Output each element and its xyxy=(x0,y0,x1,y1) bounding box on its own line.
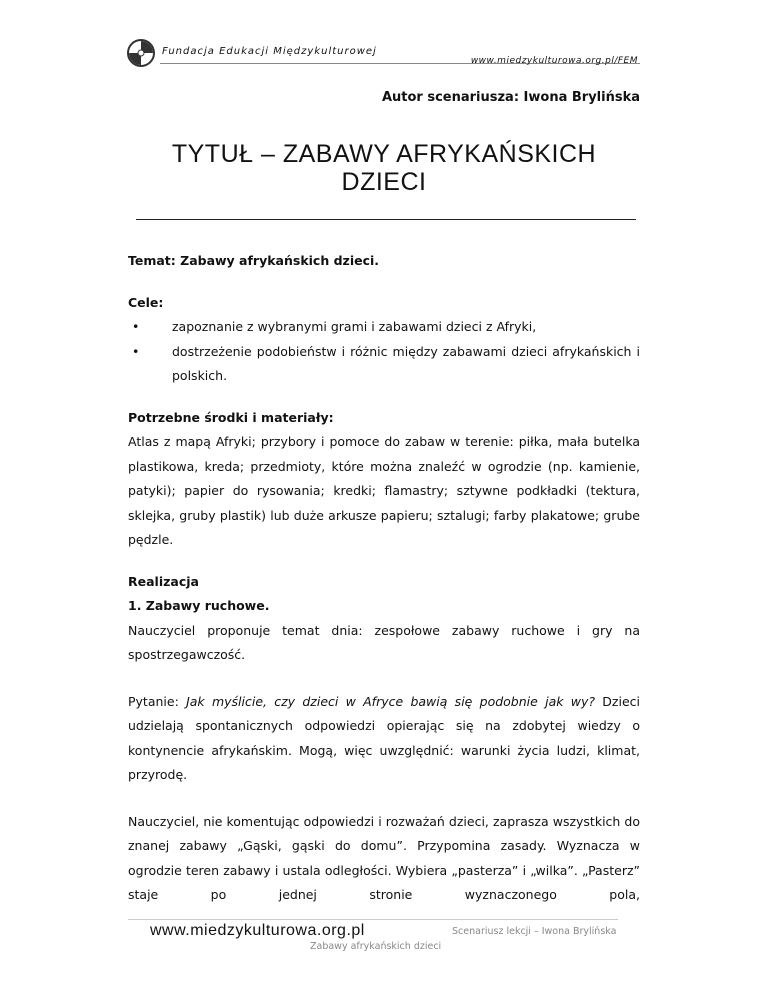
header-org-name: Fundacja Edukacji Międzykulturowej xyxy=(162,46,377,57)
footer-divider xyxy=(128,919,618,920)
foundation-logo-icon xyxy=(126,38,156,68)
materials-heading: Potrzebne środki i materiały: xyxy=(128,409,334,425)
goals-heading: Cele: xyxy=(128,294,164,310)
goals-list xyxy=(128,315,640,389)
game-paragraph: Nauczyciel, nie komentując odpowiedzi i rozważań dzieci, zaprasza wszystkich do znanej zabawy „Gąski, gąski do domu”. Przypomina zasady. Wyznacza w ogrodzie teren zabawy i ustala odległości. Wybiera „pasterza” i „wilka”. „Pasterz” staje po jednej stronie wyznaczonego pola, xyxy=(128,813,640,902)
materials-text: Atlas z mapą Afryki; przybory i pomoce do zabaw w terenie: piłka, mała butelka plastikowa, kreda; przedmioty, które można znaleźć w ogrodzie (np. kamienie, patyki); papier do rysowania; kredki; flamastry; sztywne podkładki (tektura, sklejka, gruby plastik) lub duże arkusze papieru; sztalugi; farby plakatowe; grube pędzle. xyxy=(128,434,640,547)
realization-heading: Realizacja xyxy=(128,573,199,589)
footer-credit: Scenariusz lekcji – Iwona Brylińska xyxy=(452,926,617,937)
footer-url-link[interactable]: www.miedzykulturowa.org.pl xyxy=(150,922,365,939)
answer-text: Dzieci udzielają spontanicznych odpowiedzi opierając się na zdobytej wiedzy o kontynencie afrykańskim. Mogą, więc uwzględnić: warunki życia ludzi, klimat, przyrodę. xyxy=(128,693,640,782)
goal-item: • zapoznanie z wybranymi grami i zabawami dzieci z Afryki, xyxy=(128,315,640,340)
question-text: Jak myślicie, czy dzieci w Afryce bawią się podobnie jak wy? xyxy=(186,693,595,709)
step-heading: 1. Zabawy ruchowe. xyxy=(128,598,270,613)
document-body xyxy=(128,249,640,908)
author-line: Autor scenariusza: Iwona Brylińska xyxy=(381,90,640,105)
question-label: Pytanie: xyxy=(128,693,179,709)
title-divider xyxy=(136,219,636,220)
topic-heading: Temat: Zabawy afrykańskich dzieci. xyxy=(128,253,380,268)
document-title: TYTUŁ – ZABAWY AFRYKAŃSKICH DZIECI xyxy=(171,140,597,196)
footer-subtitle: Zabawy afrykańskich dzieci xyxy=(310,941,442,952)
header-url-link[interactable]: www.miedzykulturowa.org.pl/FEM xyxy=(470,56,638,66)
question-paragraph xyxy=(128,690,640,788)
goal-item: • dostrzeżenie podobieństw i różnic między zabawami dzieci afrykańskich i polskich. xyxy=(128,340,640,389)
intro-paragraph: Nauczyciel proponuje temat dnia: zespołowe zabawy ruchowe i gry na spostrzegawczość. xyxy=(128,622,640,662)
